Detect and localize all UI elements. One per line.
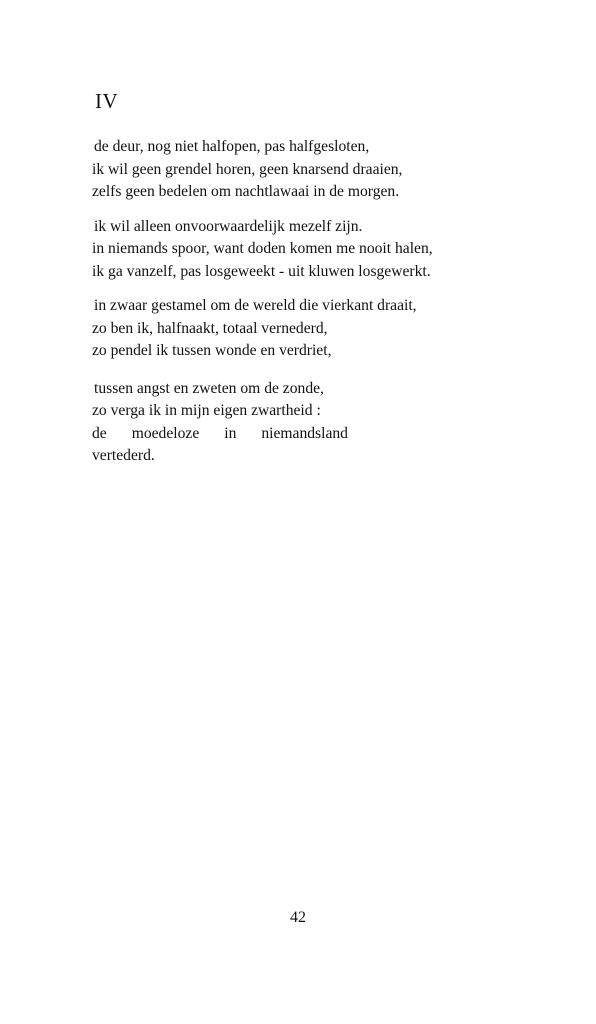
poem-line: zo verga ik in mijn eigen zwartheid : <box>92 402 321 419</box>
stanza-4 <box>92 378 472 468</box>
stanza-3 <box>92 295 472 363</box>
poem-line: zo ben ik, halfnaakt, totaal vernederd, <box>92 319 328 337</box>
poem-line: tussen angst en zweten om de zonde, <box>94 379 324 397</box>
poem-line: zelfs geen bedelen om nachtlawaai in de morgen. <box>92 183 400 200</box>
poem-line-justified <box>92 423 348 446</box>
poem-line: in niemands spoor, want doden komen me nooit halen, <box>92 240 433 257</box>
section-heading: IV <box>95 89 119 113</box>
word: de <box>92 424 107 442</box>
poem-line: vertederd. <box>92 447 155 464</box>
poem-line: de deur, nog niet halfopen, pas halfgesloten, <box>94 138 370 155</box>
stanza-1 <box>92 136 472 204</box>
poem-line: ik ga vanzelf, pas losgeweekt - uit kluwen losgewerkt. <box>92 262 431 280</box>
poem-line: ik wil alleen onvoorwaardelijk mezelf zijn. <box>94 217 363 235</box>
page-number: 42 <box>290 909 306 926</box>
poem-line: zo pendel ik tussen wonde en verdriet, <box>92 342 332 359</box>
word: in <box>224 424 237 442</box>
word: moedeloze <box>131 424 200 442</box>
stanza-2 <box>92 216 472 284</box>
poem-line: ik wil geen grendel horen, geen knarsend draaien, <box>92 160 403 178</box>
poem-body <box>92 136 472 468</box>
word: niemandsland <box>261 424 348 442</box>
poem-line: in zwaar gestamel om de wereld die vierkant draait, <box>94 297 417 314</box>
